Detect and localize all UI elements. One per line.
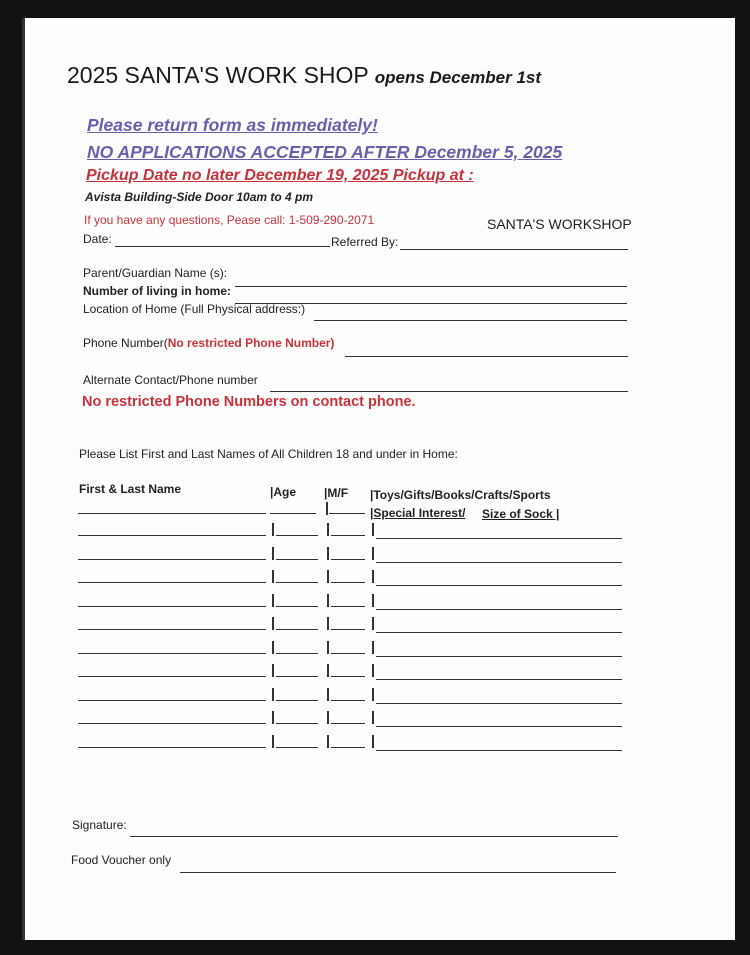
child-mf-field[interactable] xyxy=(329,513,365,514)
column-divider xyxy=(372,688,374,701)
parent-field[interactable] xyxy=(235,286,627,287)
column-divider xyxy=(272,641,274,654)
child-interests-field[interactable] xyxy=(376,656,622,657)
child-interests-field[interactable] xyxy=(376,703,622,704)
col-interests-header: |Toys/Gifts/Books/Crafts/Sports xyxy=(370,488,551,502)
location-label: Location of Home (Full Physical address:) xyxy=(83,302,306,316)
child-mf-field[interactable] xyxy=(331,582,365,583)
child-interests-field[interactable] xyxy=(376,538,622,539)
column-divider xyxy=(272,688,274,701)
column-divider xyxy=(372,547,374,560)
column-divider xyxy=(272,735,274,748)
child-mf-field[interactable] xyxy=(331,653,365,654)
alternate-field[interactable] xyxy=(270,391,628,392)
column-divider xyxy=(372,641,374,654)
child-interests-field[interactable] xyxy=(376,585,622,586)
org-name: SANTA'S WORKSHOP xyxy=(487,216,632,232)
column-divider xyxy=(272,547,274,560)
child-name-field[interactable] xyxy=(78,559,266,560)
column-divider xyxy=(372,711,374,724)
page-title xyxy=(67,62,541,89)
column-divider xyxy=(327,523,329,536)
child-age-field[interactable] xyxy=(276,606,318,607)
column-divider xyxy=(327,594,329,607)
column-divider xyxy=(272,664,274,677)
child-interests-field[interactable] xyxy=(376,562,622,563)
child-age-field[interactable] xyxy=(276,747,318,748)
pickup-notice: Pickup Date no later December 19, 2025 Pickup at : xyxy=(86,167,474,184)
child-name-field[interactable] xyxy=(78,653,266,654)
column-divider xyxy=(327,688,329,701)
column-divider xyxy=(327,664,329,677)
child-age-field[interactable] xyxy=(276,535,318,536)
col-special-header: |Special Interest/ xyxy=(370,506,466,520)
column-divider xyxy=(272,617,274,630)
child-interests-field[interactable] xyxy=(376,609,622,610)
food-voucher-field[interactable] xyxy=(180,872,616,873)
parent-label: Parent/Guardian Name (s): xyxy=(83,266,228,280)
child-name-field[interactable] xyxy=(78,513,266,514)
child-age-field[interactable] xyxy=(276,723,318,724)
child-age-field[interactable] xyxy=(276,582,318,583)
children-instruction: Please List First and Last Names of All Children 18 and under in Home: xyxy=(79,447,458,461)
column-divider xyxy=(327,711,329,724)
date-label: Date: xyxy=(83,232,112,246)
phone-field[interactable] xyxy=(345,356,628,357)
child-mf-field[interactable] xyxy=(331,559,365,560)
child-mf-field[interactable] xyxy=(331,700,365,701)
column-divider xyxy=(327,641,329,654)
column-divider xyxy=(327,735,329,748)
child-age-field[interactable] xyxy=(270,513,316,514)
phone-label: Phone Number(No restricted Phone Number) xyxy=(83,336,335,350)
title-text: 2025 SANTA'S WORK SHOP xyxy=(67,62,369,88)
questions-phone: If you have any questions, Pease call: 1-509-290-2071 xyxy=(84,213,375,227)
col-mf-header: |M/F xyxy=(324,486,349,500)
column-divider xyxy=(272,523,274,536)
child-name-field[interactable] xyxy=(78,723,266,724)
column-divider xyxy=(372,570,374,583)
child-mf-field[interactable] xyxy=(331,629,365,630)
child-mf-field[interactable] xyxy=(331,676,365,677)
col-sock-header: Size of Sock | xyxy=(482,507,560,521)
column-divider xyxy=(372,664,374,677)
child-name-field[interactable] xyxy=(78,700,266,701)
child-name-field[interactable] xyxy=(78,676,266,677)
column-divider xyxy=(327,547,329,560)
column-divider xyxy=(372,735,374,748)
food-voucher-label: Food Voucher only xyxy=(71,853,172,867)
child-interests-field[interactable] xyxy=(376,726,622,727)
column-divider xyxy=(272,570,274,583)
child-age-field[interactable] xyxy=(276,559,318,560)
column-divider xyxy=(372,523,374,536)
child-mf-field[interactable] xyxy=(331,535,365,536)
signature-label: Signature: xyxy=(72,818,127,832)
column-divider xyxy=(272,711,274,724)
child-interests-field[interactable] xyxy=(376,632,622,633)
child-age-field[interactable] xyxy=(276,676,318,677)
opens-date: opens December 1st xyxy=(374,68,542,87)
child-name-field[interactable] xyxy=(78,535,266,536)
child-age-field[interactable] xyxy=(276,653,318,654)
child-interests-field[interactable] xyxy=(376,750,622,751)
column-divider xyxy=(372,594,374,607)
location-field[interactable] xyxy=(314,320,627,321)
child-interests-field[interactable] xyxy=(376,679,622,680)
pickup-location: Avista Building-Side Door 10am to 4 pm xyxy=(85,190,314,204)
child-name-field[interactable] xyxy=(78,629,266,630)
child-name-field[interactable] xyxy=(78,582,266,583)
child-age-field[interactable] xyxy=(276,629,318,630)
alternate-note: No restricted Phone Numbers on contact phone. xyxy=(82,394,416,410)
referred-by-label: Referred By: xyxy=(331,235,399,249)
child-name-field[interactable] xyxy=(78,606,266,607)
date-field[interactable] xyxy=(115,246,330,247)
child-name-field[interactable] xyxy=(78,747,266,748)
signature-field[interactable] xyxy=(130,836,618,837)
alternate-label: Alternate Contact/Phone number xyxy=(83,373,258,387)
column-divider xyxy=(326,502,328,515)
child-mf-field[interactable] xyxy=(331,606,365,607)
column-divider xyxy=(327,570,329,583)
number-living-label: Number of living in home: xyxy=(83,284,232,298)
deadline-notice: NO APPLICATIONS ACCEPTED AFTER December 5, 2025 xyxy=(87,142,563,162)
return-notice: Please return form as immediately! xyxy=(87,115,378,135)
child-age-field[interactable] xyxy=(276,700,318,701)
child-mf-field[interactable] xyxy=(331,747,365,748)
referred-by-field[interactable] xyxy=(400,249,628,250)
column-divider xyxy=(272,594,274,607)
col-name-header: First & Last Name xyxy=(79,482,182,496)
column-divider xyxy=(327,617,329,630)
column-divider xyxy=(372,617,374,630)
col-age-header: |Age xyxy=(270,485,297,499)
child-mf-field[interactable] xyxy=(331,723,365,724)
